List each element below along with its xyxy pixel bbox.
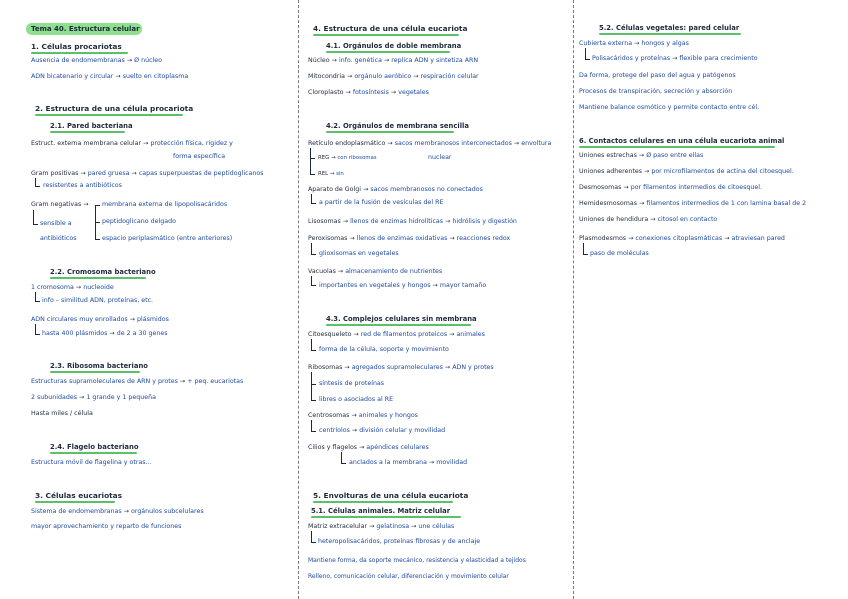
text-line: peptidoglicano delgado xyxy=(102,218,176,225)
tree-connector xyxy=(311,372,312,400)
text-line: Cilios y flagelos → apéndices celulares xyxy=(308,444,429,451)
tree-connector xyxy=(311,542,316,543)
text-line: Estructura móvil de flagelina y otras... xyxy=(31,459,152,466)
text-line: Uniones adherentes → por microfilamentos de actina del citoesquel. xyxy=(579,168,794,175)
text-line: Hemidesmosomas → filamentos intermedios de 1 con lamina basal de 2 xyxy=(579,200,807,207)
section-5-title: 5. Envolturas de una célula eucariota xyxy=(313,491,469,500)
text-line: importantes en vegetales y hongos → mayor tamaño xyxy=(319,282,487,289)
subsection-2-3-title: 2.3. Ribosoma bacteriano xyxy=(50,362,148,370)
subsection-2-2-underline xyxy=(50,277,146,279)
subsection-4-3-underline xyxy=(326,324,471,326)
text-line: glioxisomas en vegetales xyxy=(319,250,399,257)
section-2-title: 2. Estructura de una célula procariota xyxy=(35,104,194,113)
text-line: sensible a xyxy=(40,220,72,227)
section-3-title: 3. Células eucariotas xyxy=(35,491,123,500)
tree-connector xyxy=(35,324,36,334)
subsection-5-2-underline xyxy=(599,33,741,35)
notes-column-3 xyxy=(573,0,848,599)
tree-connector xyxy=(311,203,316,204)
subsection-4-1-underline xyxy=(326,51,450,53)
tree-connector xyxy=(95,222,100,223)
tree-connector xyxy=(583,254,588,255)
tree-connector xyxy=(310,148,311,174)
section-4-title: 4. Estructura de una célula eucariota xyxy=(313,24,468,33)
section-5-underline xyxy=(313,501,453,503)
text-line: mayor aprovechamiento y reparto de funciones xyxy=(31,523,182,530)
tree-connector xyxy=(35,186,40,187)
text-line: Mantiene forma, da soporte mecánico, resistencia y elasticidad a tejidos xyxy=(308,557,526,564)
text-line: Peroxisomas → llenos de enzimas oxidativas → reacciones redox xyxy=(308,235,511,242)
text-line: resistentes a antibióticos xyxy=(43,182,122,189)
text-line: heteropolisacáridos, proteínas fibrosas y de anclaje xyxy=(318,538,481,545)
subsection-5-1-underline xyxy=(311,516,461,518)
text-line: Uniones estrechas → Ø paso entre ellas xyxy=(579,152,704,159)
section-2-underline xyxy=(35,114,183,116)
text-line: Vacuolas → almacenamiento de nutrientes xyxy=(308,268,443,275)
subsection-4-2-title: 4.2. Orgánulos de membrana sencilla xyxy=(326,122,469,130)
text-line: hasta 400 plásmidos → de 2 a 30 genes xyxy=(42,330,168,337)
tree-connector xyxy=(35,292,36,301)
text-line: forma específica xyxy=(173,153,226,160)
section-1-underline xyxy=(31,52,128,54)
subsection-4-1-title: 4.1. Orgánulos de doble membrana xyxy=(326,42,462,50)
text-line: Citoesqueleto → red de filamentos proteicos → animales xyxy=(308,331,485,338)
text-line: Desmosomas → por filamentos intermedios de citoesquel. xyxy=(579,184,762,191)
section-6-underline xyxy=(579,146,775,148)
tree-connector xyxy=(311,531,312,542)
text-line: espacio periplasmático (entre anteriores) xyxy=(102,235,233,242)
text-line: Sistema de endomembranas → orgánulos subcelulares xyxy=(31,508,204,515)
tree-connector xyxy=(311,243,312,254)
subsection-5-1-title: 5.1. Células animales. Matriz celular xyxy=(311,507,451,515)
tree-connector xyxy=(311,285,316,286)
section-4-underline xyxy=(313,34,459,36)
tree-connector xyxy=(95,205,100,206)
subsection-4-3-title: 4.3. Complejos celulares sin membrana xyxy=(326,315,477,323)
text-line: a partir de la fusión de vesículas del RE xyxy=(319,199,444,206)
text-line: Hasta miles / célula xyxy=(31,410,93,417)
text-line: paso de moléculas xyxy=(590,250,649,257)
subsection-4-2-underline xyxy=(326,131,454,133)
text-line: REG → con ribosomas xyxy=(318,155,377,161)
tree-connector xyxy=(35,334,40,335)
text-line: Núcleo → info. genética → replica ADN y sintetiza ARN xyxy=(308,57,479,64)
text-line: forma de la célula, soporte y movimiento xyxy=(319,346,449,353)
text-line: 2 subunidades → 1 grande y 1 pequeña xyxy=(31,394,156,401)
tree-connector xyxy=(311,384,316,385)
notes-column-1 xyxy=(0,0,298,599)
tree-connector xyxy=(310,174,315,175)
tree-connector xyxy=(311,339,312,350)
section-1-title: 1. Células procariotas xyxy=(31,42,122,51)
text-line: Ribosomas → agregados supramoleculares → ADN y protes xyxy=(308,364,494,371)
subsection-2-1-title: 2.1. Pared bacteriana xyxy=(50,122,133,130)
subsection-2-4-title: 2.4. Flagelo bacteriano xyxy=(50,443,139,451)
text-line: Ausencia de endomembranas → Ø núcleo xyxy=(31,57,163,64)
subsection-2-2-title: 2.2. Cromosoma bacteriano xyxy=(50,268,156,276)
text-line: info – similitud ADN, proteínas, etc. xyxy=(42,297,154,304)
text-line: Centrosomas → animales y hongos xyxy=(308,412,418,419)
tree-connector xyxy=(95,239,100,240)
text-line: antibióticos xyxy=(40,235,77,242)
text-line: Cloroplasto → fotosíntesis → vegetales xyxy=(308,89,429,96)
tree-connector xyxy=(311,400,316,401)
text-line: Polisacáridos y proteínas → flexible para crecimiento xyxy=(592,55,758,62)
tree-connector xyxy=(585,59,590,60)
text-line: Gram positivas → pared gruesa → capas superpuestas de peptidoglicanos xyxy=(31,170,264,177)
text-line: Mantiene balance osmótico y permite contacto entre cél. xyxy=(579,104,760,111)
text-line: ADN circulares muy enrollados → plásmidos xyxy=(31,316,169,323)
section-3-underline xyxy=(35,501,115,503)
tree-connector xyxy=(341,463,346,464)
text-line: nuclear xyxy=(428,154,452,161)
notes-column-2 xyxy=(298,0,573,599)
subsection-2-4-underline xyxy=(50,452,137,454)
text-line: Retículo endoplasmático → sacos membranosos interconectados → envoltura xyxy=(308,140,552,147)
subsection-5-2-title: 5.2. Células vegetales: pared celular xyxy=(599,24,740,32)
tree-connector xyxy=(311,420,312,431)
text-line: anclados a la membrana → movilidad xyxy=(349,459,468,466)
tree-connector xyxy=(33,210,34,224)
text-line: Estruct. externa membrana celular → protección física, rigidez y xyxy=(31,140,233,147)
tree-connector xyxy=(311,194,312,203)
text-line: Procesos de transpiración, secreción y absorción xyxy=(579,88,733,95)
tree-connector xyxy=(311,276,312,285)
text-line: 1 cromosoma → nucleoide xyxy=(31,284,114,291)
text-line: centríolos → división celular y movilidad xyxy=(319,427,446,434)
section-6-title: 6. Contactos celulares en una célula eucariota animal xyxy=(579,137,785,145)
text-line: Lisosomas → llenos de enzimas hidrolíticas → hidrólisis y digestión xyxy=(308,218,517,225)
text-line: Mitocondria → orgánulo aeróbico → respiración celular xyxy=(308,73,479,80)
tree-connector xyxy=(35,178,36,186)
tree-connector xyxy=(35,301,40,302)
text-line: REL → sin xyxy=(318,171,344,177)
text-line: Uniones de hendidura → citosol en contacto xyxy=(579,216,718,223)
text-line: síntesis de proteínas xyxy=(319,380,385,387)
text-line: Aparato de Golgi → sacos membranosos no conectados xyxy=(308,186,483,193)
text-line: Gram negativas → xyxy=(31,201,89,208)
subsection-2-1-underline xyxy=(50,131,125,133)
text-line: ADN bicatenario y circular → suelto en citoplasma xyxy=(31,73,189,80)
text-line: Estructuras supramoleculares de ARN y protes → + peq. eucariotas xyxy=(31,378,244,385)
text-line: Plasmodesmos → conexiones citoplasmáticas → atraviesan pared xyxy=(579,235,785,242)
tree-connector xyxy=(583,243,584,254)
text-line: Cubierta externa → hongos y algas xyxy=(579,40,689,47)
text-line: membrana externa de lipopolisacáridos xyxy=(102,201,228,208)
text-line: Matriz extracelular → gelatinosa → une células xyxy=(308,523,455,530)
tree-connector xyxy=(33,224,38,225)
tree-connector xyxy=(585,48,586,59)
topic-title: Tema 40. Estructura celular xyxy=(31,25,140,33)
subsection-2-3-underline xyxy=(50,371,140,373)
tree-connector xyxy=(310,158,315,159)
text-line: Da forma, protege del paso del agua y patógenos xyxy=(579,72,736,79)
tree-connector xyxy=(311,350,316,351)
tree-connector xyxy=(341,452,342,463)
text-line: libres o asociados al RE xyxy=(319,396,394,403)
tree-connector xyxy=(311,431,316,432)
tree-connector xyxy=(311,254,316,255)
text-line: Relleno, comunicación celular, diferenciación y movimiento celular xyxy=(308,573,509,580)
